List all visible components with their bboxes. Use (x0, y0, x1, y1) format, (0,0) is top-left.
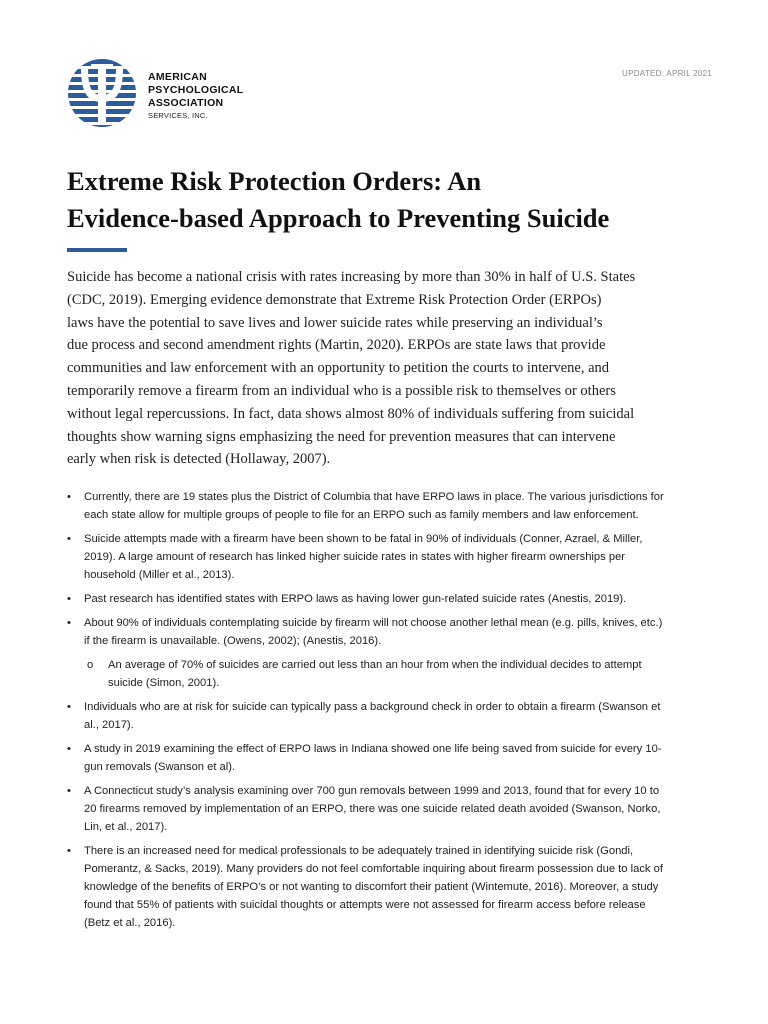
intro-line: temporarily remove a firearm from an individual who is a possible risk to themselves or others (67, 382, 616, 399)
intro-line: early when risk is detected (Hollaway, 2007). (67, 451, 331, 468)
list-item-line: if the firearm is unavailable. (Owens, 2002); (Anestis, 2016). (84, 635, 382, 647)
list-item (67, 740, 707, 776)
sub-list-item-line: suicide (Simon, 2001). (108, 677, 220, 689)
list-item-line: About 90% of individuals contemplating suicide by firearm will not choose another lethal mean (e.g. pills, knives, etc.) (84, 617, 663, 629)
list-item (67, 842, 707, 932)
org-name-line: PSYCHOLOGICAL (148, 84, 244, 96)
org-subtitle: SERVICES, INC. (148, 111, 208, 120)
list-item-line: found that 55% of patients with suicidal thoughts or attempts were not assessed for firearm access before release (84, 899, 646, 911)
apa-psi-logo-icon (67, 58, 137, 128)
updated-date: UPDATED: APRIL 2021 (622, 69, 713, 78)
bullet-marker: • (67, 743, 71, 755)
list-item-line: 20 firearms removed by implementation of an ERPO, there was one suicide related death avoided (Swanson, Norko, (84, 803, 661, 815)
list-item-line: Pomerantz, & Sacks, 2019). Many providers do not feel comfortable inquiring about firearm possession due to lack of (84, 863, 663, 875)
title-accent-rule (67, 248, 127, 252)
intro-line: without legal repercussions. In fact, data shows almost 80% of individuals suffering from suicidal (67, 405, 635, 422)
list-item-line: Currently, there are 19 states plus the District of Columbia that have ERPO laws in place. The various jurisdictions for (84, 491, 664, 503)
intro-paragraph (67, 266, 707, 471)
bullet-marker: • (67, 845, 71, 857)
sub-bullet-marker: o (87, 659, 94, 671)
list-item-line: Past research has identified states with ERPO laws as having lower gun-related suicide rates (Anestis, 2019). (84, 593, 627, 605)
sub-list-item-line: An average of 70% of suicides are carried out less than an hour from when the individual decides to attempt (108, 659, 642, 671)
list-item-line: A Connecticut study’s analysis examining over 700 gun removals between 1999 and 2013, found that for every 10 to (84, 785, 660, 797)
bullet-marker: • (67, 617, 71, 629)
bullet-marker: • (67, 701, 71, 713)
list-item (67, 698, 707, 734)
org-name-line: AMERICAN (148, 71, 207, 83)
intro-line: communities and law enforcement with an opportunity to petition the courts to intervene, and (67, 360, 610, 377)
org-name-line: ASSOCIATION (148, 97, 224, 109)
bullet-marker: • (67, 533, 71, 545)
intro-line: due process and second amendment rights (Martin, 2020). ERPOs are state laws that provide (67, 337, 606, 354)
title-line: Evidence-based Approach to Preventing Suicide (67, 203, 610, 233)
list-item-line: Individuals who are at risk for suicide can typically pass a background check in order to obtain a firearm (Swanson et (84, 701, 661, 713)
list-item-line: gun removals (Swanson et al). (84, 761, 236, 773)
list-item-line: Lin, et al., 2017). (84, 821, 168, 833)
bullet-list (67, 488, 707, 938)
page-header (67, 58, 707, 130)
title-line: Extreme Risk Protection Orders: An (67, 166, 482, 196)
intro-line: thoughts show warning signs emphasizing the need for prevention measures that can intervene (67, 428, 616, 445)
bullet-marker: • (67, 593, 71, 605)
list-item (67, 530, 707, 584)
list-item-line: A study in 2019 examining the effect of ERPO laws in Indiana showed one life being saved from suicide for every 10- (84, 743, 662, 755)
sub-list-item (67, 656, 707, 692)
list-item-line: 2019). A large amount of research has linked higher suicide rates in states with higher firearm ownerships per (84, 551, 626, 563)
list-item-line: There is an increased need for medical professionals to be adequately trained in identifying suicide risk (Gondi, (84, 845, 634, 857)
list-item (67, 488, 707, 524)
bullet-marker: • (67, 785, 71, 797)
list-item (67, 782, 707, 836)
list-item-line: each state allow for multiple groups of people to file for an ERPO such as family members and law enforcement. (84, 509, 639, 521)
list-item-line: household (Miller et al., 2013). (84, 569, 235, 581)
list-item (67, 590, 707, 608)
bullet-marker: • (67, 491, 71, 503)
list-item-line: (Betz et al., 2016). (84, 917, 176, 929)
organization-name (148, 71, 244, 121)
list-item (67, 614, 707, 650)
list-item-line: knowledge of the benefits of ERPO’s or not wanting to discomfort their patient (Wintemute, 2016). Moreover, a study (84, 881, 659, 893)
intro-line: laws have the potential to save lives and lower suicide rates while preserving an individual’s (67, 314, 603, 331)
intro-line: Suicide has become a national crisis with rates increasing by more than 30% in half of U.S. States (67, 269, 636, 285)
list-item-line: Suicide attempts made with a firearm have been shown to be fatal in 90% of individuals (Conner, Azrael, & Miller, (84, 533, 643, 545)
list-item-line: al., 2017). (84, 719, 134, 731)
page-title (67, 163, 717, 237)
intro-line: (CDC, 2019). Emerging evidence demonstrate that Extreme Risk Protection Order (ERPOs) (67, 291, 602, 308)
